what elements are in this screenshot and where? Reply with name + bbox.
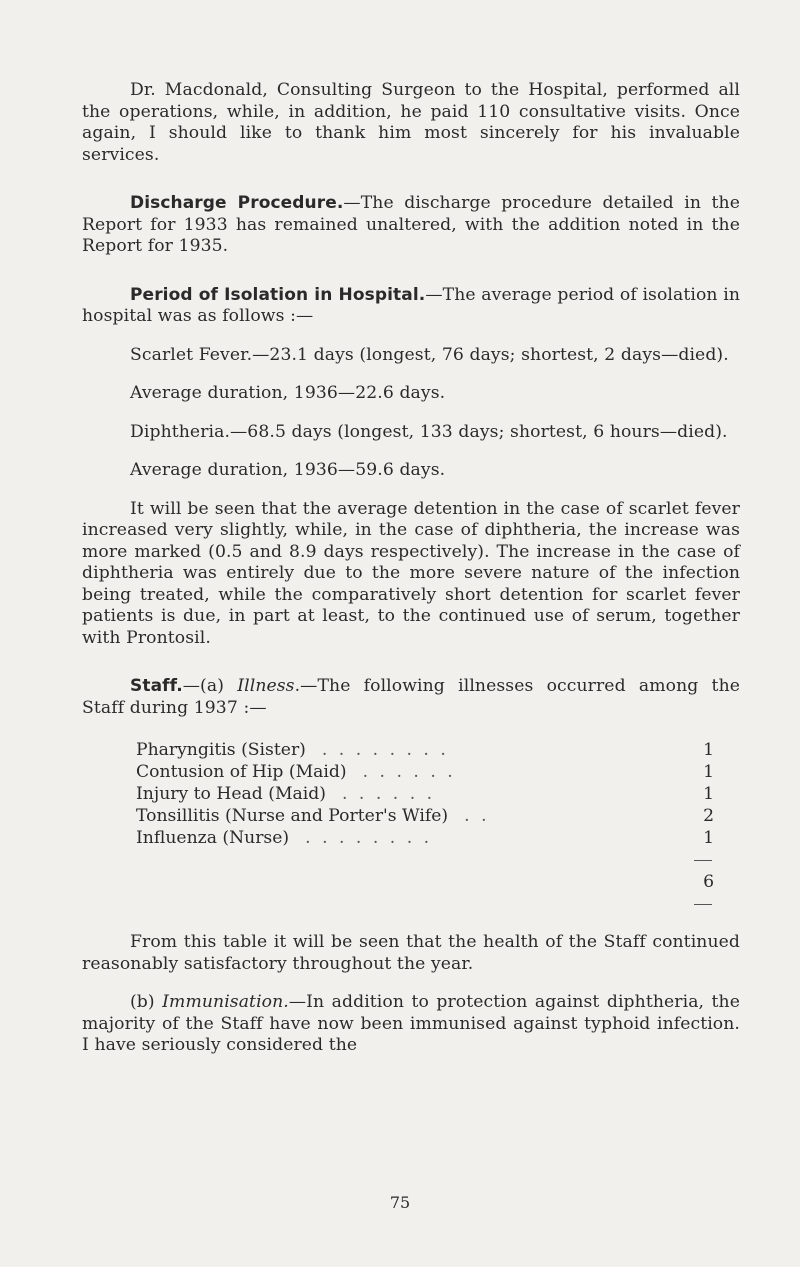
illness-count: 1 [703,784,714,804]
total-rule-bottom [136,893,714,915]
table-row [136,739,714,761]
paragraph-health: From this table it will be seen that the health of the Staff continued reasonably satisfactory throughout the year. [82,932,740,974]
paragraph-scarlet-fever: Scarlet Fever.—23.1 days (longest, 76 days; shortest, 2 days—died). [130,344,729,365]
paragraph-macdonald: Dr. Macdonald, Consulting Surgeon to the Hospital, performed all the operations, while, in addition, he paid 110 consultative visits. Once again, I should like to thank him most sincerely for his invaluable services. [82,80,740,165]
illness-label: Pharyngitis (Sister) [136,740,306,760]
illness-label: Influenza (Nurse) [136,828,290,848]
leader-dots: . . . . . . [362,762,456,782]
staff-illness-label: Illness [237,676,295,696]
heading-staff: Staff. [130,676,183,696]
immunisation-body: —In addition to protection against diphtheria, the majority of the Staff have now been immunised against typhoid infection. I have seriously considered the [82,992,740,1055]
rule-line [694,860,712,861]
illness-table [136,739,714,915]
total-rule-top [136,849,714,871]
leader-dots: . . . . . . . . [305,828,433,848]
paragraph-discharge [82,193,740,258]
table-row [136,761,714,783]
immunisation-label: Immunisation. [162,992,289,1012]
leader-dots: . . [464,806,490,826]
heading-isolation: Period of Isolation in Hospital. [130,284,426,305]
paragraph-staff [82,676,740,719]
table-row [136,783,714,805]
paragraph-diphtheria-average: Average duration, 1936—59.6 days. [130,460,446,480]
paragraph-immunisation [82,992,740,1057]
total-row [136,871,714,893]
paragraph-diphtheria: Diphtheria.—68.5 days (longest, 133 days; shortest, 6 hours—died). [130,421,728,442]
paragraph-isolation [82,285,740,328]
illness-label: Injury to Head (Maid) [136,784,326,804]
illness-count: 1 [703,762,714,782]
discharge-body: —The discharge procedure detailed in the Report for 1933 has remained unaltered, with the addition noted in the Report for 1935. [82,193,740,256]
page-number: 75 [389,1193,411,1212]
paragraph-scarlet-average: Average duration, 1936—22.6 days. [130,383,446,403]
illness-count: 1 [703,828,714,848]
table-row [136,827,714,849]
immunisation-prefix: (b) [130,992,163,1012]
staff-a-body: .—The following illnesses occurred among the Staff during 1937 :— [82,676,741,718]
illness-label: Tonsillitis (Nurse and Porter's Wife) [136,806,449,826]
heading-discharge: Discharge Procedure. [130,193,344,213]
isolation-body: —The average period of isolation in hospital was as follows :— [82,284,740,326]
leader-dots: . . . . . . . . [321,740,449,760]
illness-count: 1 [703,740,714,760]
illness-total: 6 [703,872,714,892]
rule-line [694,904,712,905]
staff-a-prefix: —(a) [182,676,238,696]
illness-count: 2 [703,806,714,826]
leader-dots: . . . . . . [342,784,436,804]
illness-label: Contusion of Hip (Maid) [136,762,347,782]
table-row [136,805,714,827]
paragraph-detention: It will be seen that the average detention in the case of scarlet fever increased very slightly, while, in the case of diphtheria, the increase was more marked (0.5 and 8.9 days respectively). The increase in the case of diphtheria was entirely due to the more severe nature of the infection being treated, while the comparatively short detention for scarlet fever patients is due, in part at least, to the continued use of serum, together with Prontosil. [82,498,740,648]
